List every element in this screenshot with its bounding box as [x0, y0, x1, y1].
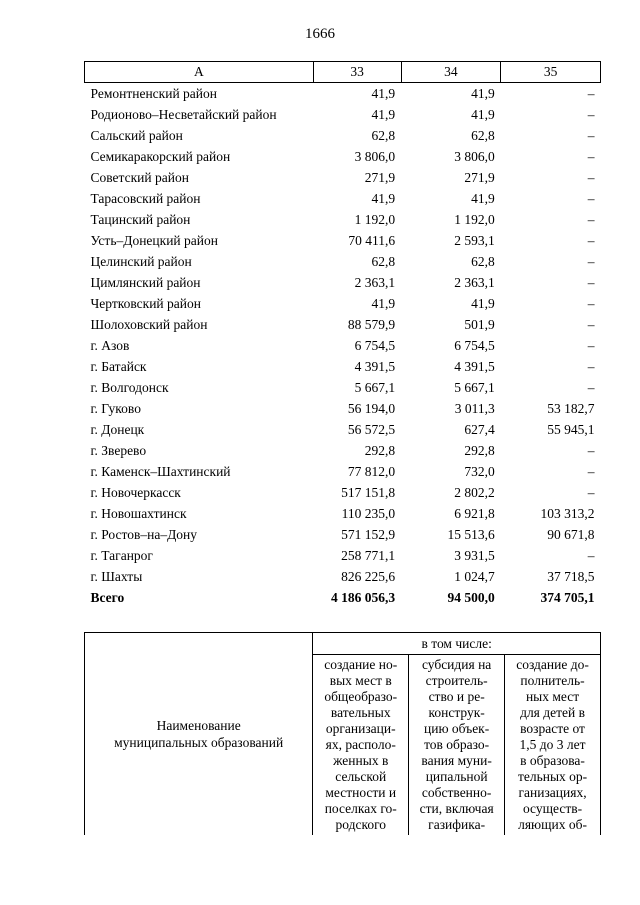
subcolumn-header-line: вых мест в [329, 673, 392, 688]
municipality-name: Шолоховский район [90, 317, 208, 332]
municipality-name: г. Ростов–на–Дону [90, 527, 198, 542]
value-col-33: 2 363,1 [354, 275, 396, 290]
value-col-35: – [587, 317, 595, 332]
table-row [85, 167, 601, 188]
value-col-35: 53 182,7 [547, 401, 595, 416]
value-col-34: 4 391,5 [454, 359, 495, 374]
name-header-line: муниципальных образований [114, 735, 284, 750]
table-row [85, 545, 601, 566]
value-col-33: 292,8 [364, 443, 396, 458]
value-col-35: – [587, 485, 595, 500]
subcolumn-header-line: вательных [330, 705, 391, 720]
subcolumn-header-line: тов образо- [424, 737, 490, 752]
subcolumn-header-line: сельской [335, 769, 387, 784]
value-col-34: 2 802,2 [454, 485, 495, 500]
header-col-33: 33 [313, 62, 401, 83]
subcolumn-header-line: сти, включая [419, 801, 494, 816]
municipality-name: г. Азов [90, 338, 130, 353]
table-row [85, 104, 601, 125]
municipality-name: Цимлянский район [90, 275, 201, 290]
municipality-name: Семикаракорский район [90, 149, 231, 164]
subcolumn-header-line: местности и [325, 785, 397, 800]
value-col-33: 41,9 [371, 296, 396, 311]
value-col-35: – [587, 359, 595, 374]
table-row [85, 335, 601, 356]
municipality-name: г. Новошахтинск [90, 506, 187, 521]
table-row [85, 125, 601, 146]
subcolumn-header-line: женных в [333, 753, 389, 768]
subcolumn-header-line: создание но- [324, 657, 398, 672]
subcolumn-header-2 [409, 655, 505, 836]
municipality-name: Ремонтненский район [90, 86, 217, 101]
value-col-33: 41,9 [371, 191, 396, 206]
municipality-name: г. Каменск–Шахтинский [90, 464, 231, 479]
municipality-name: г. Донецк [90, 422, 145, 437]
municipality-name: Чертковский район [90, 296, 201, 311]
municipality-name: Сальский район [90, 128, 183, 143]
subcolumn-header-line: цию объек- [424, 721, 490, 736]
table-row [85, 419, 601, 440]
value-col-35: 37 718,5 [547, 569, 595, 584]
value-col-34: 15 513,6 [447, 527, 495, 542]
value-col-34: 1 024,7 [454, 569, 495, 584]
value-col-35: – [587, 254, 595, 269]
municipality-name: г. Батайск [90, 359, 147, 374]
value-col-33: 571 152,9 [341, 527, 396, 542]
municipality-name: Целинский район [90, 254, 192, 269]
value-col-35: – [587, 338, 595, 353]
value-col-34: 501,9 [464, 317, 495, 332]
value-col-33: 4 391,5 [354, 359, 396, 374]
subcolumn-header-line: ганизациях, [518, 785, 587, 800]
value-col-33: 62,8 [371, 254, 396, 269]
value-col-34: 6 754,5 [454, 338, 495, 353]
value-col-34: 732,0 [464, 464, 495, 479]
table-header-row [85, 62, 601, 83]
table-row [85, 524, 601, 545]
subcolumn-header-1 [313, 655, 409, 836]
municipality-name: г. Зверево [90, 443, 147, 458]
value-col-35: – [587, 548, 595, 563]
table-row [85, 482, 601, 503]
total-col-34: 94 500,0 [447, 590, 495, 605]
value-col-35: – [587, 170, 595, 185]
subcolumn-header-line: общеобразо- [324, 689, 398, 704]
value-col-33: 62,8 [371, 128, 396, 143]
table-row [85, 146, 601, 167]
value-col-34: 271,9 [464, 170, 495, 185]
subcolumn-header-line: осуществ- [522, 801, 583, 816]
table-row [85, 251, 601, 272]
table-row [85, 293, 601, 314]
table-row [85, 230, 601, 251]
value-col-34: 3 806,0 [454, 149, 495, 164]
value-col-33: 5 667,1 [354, 380, 396, 395]
value-col-35: – [587, 233, 595, 248]
value-col-34: 292,8 [464, 443, 495, 458]
value-col-33: 110 235,0 [341, 506, 396, 521]
value-col-33: 1 192,0 [354, 212, 396, 227]
value-col-35: 103 313,2 [540, 506, 595, 521]
value-col-34: 41,9 [471, 296, 495, 311]
subcolumn-header-line: поселках го- [324, 801, 397, 816]
total-row [85, 587, 601, 608]
municipality-name: г. Новочеркасск [90, 485, 181, 500]
subcolumn-header-line: для детей в [520, 705, 585, 720]
value-col-34: 41,9 [471, 86, 495, 101]
page-number: 1666 [305, 26, 335, 42]
subcolumn-header-line: ство и ре- [428, 689, 485, 704]
subcolumn-header-line: тельных ор- [517, 769, 588, 784]
value-col-33: 56 572,5 [347, 422, 396, 437]
value-col-33: 6 754,5 [354, 338, 396, 353]
value-col-35: – [587, 128, 595, 143]
total-col-33: 4 186 056,3 [330, 590, 396, 605]
table-row [85, 503, 601, 524]
value-col-33: 77 812,0 [347, 464, 396, 479]
value-col-35: – [587, 149, 595, 164]
municipality-name: Родионово–Несветайский район [90, 107, 277, 122]
table-row [85, 314, 601, 335]
value-col-33: 517 151,8 [341, 485, 396, 500]
subcolumn-header-line: субсидия на [421, 657, 492, 672]
municipality-name: Тарасовский район [90, 191, 201, 206]
value-col-35: – [587, 464, 595, 479]
header-table [84, 632, 601, 835]
value-col-34: 62,8 [471, 254, 495, 269]
value-col-35: 90 671,8 [547, 527, 595, 542]
municipality-name: г. Шахты [90, 569, 143, 584]
subcolumn-header-line: строитель- [425, 673, 488, 688]
municipality-name: Тацинский район [90, 212, 191, 227]
value-col-35: – [587, 107, 595, 122]
total-label: Всего [90, 590, 125, 605]
value-col-34: 627,4 [464, 422, 495, 437]
name-header-line: Наименование [156, 718, 241, 733]
municipality-name: г. Гуково [90, 401, 141, 416]
table-row [85, 566, 601, 587]
subcolumn-header-line: организаци- [325, 721, 396, 736]
table-row [85, 83, 601, 105]
value-col-33: 88 579,9 [347, 317, 396, 332]
subcolumn-header-line: в образова- [520, 753, 585, 768]
municipality-name: г. Таганрог [90, 548, 153, 563]
value-col-34: 1 192,0 [454, 212, 495, 227]
subcolumn-header-line: ципальной [425, 769, 488, 784]
value-col-34: 5 667,1 [454, 380, 495, 395]
table-row [85, 398, 601, 419]
subcolumn-header-line: 1,5 до 3 лет [519, 737, 586, 752]
value-col-34: 3 011,3 [454, 401, 495, 416]
subcolumn-header-line: ях, располо- [325, 737, 396, 752]
total-col-35: 374 705,1 [540, 590, 595, 605]
subcolumn-header-line: ляющих об- [518, 817, 587, 832]
table-row [85, 188, 601, 209]
municipality-name-header [85, 633, 313, 836]
subcolumn-header-line: возрасте от [520, 721, 585, 736]
subcolumn-header-3 [505, 655, 601, 836]
value-col-35: – [587, 380, 595, 395]
value-col-33: 3 806,0 [354, 149, 396, 164]
subcolumn-header-line: полнитель- [520, 673, 585, 688]
subcolumn-header-line: ных мест [525, 689, 580, 704]
value-col-33: 41,9 [371, 107, 396, 122]
header-col-35: 35 [501, 62, 601, 83]
subcolumn-header-line: создание до- [516, 657, 589, 672]
table-row [85, 440, 601, 461]
value-col-33: 271,9 [364, 170, 396, 185]
value-col-34: 6 921,8 [454, 506, 495, 521]
table-row [85, 209, 601, 230]
value-col-35: – [587, 86, 595, 101]
budget-table [84, 61, 601, 608]
value-col-34: 62,8 [471, 128, 495, 143]
value-col-35: – [587, 191, 595, 206]
value-col-33: 41,9 [371, 86, 396, 101]
subcolumn-header-line: конструк- [428, 705, 485, 720]
municipality-name: Советский район [90, 170, 189, 185]
value-col-34: 41,9 [471, 107, 495, 122]
value-col-33: 70 411,6 [348, 233, 396, 248]
municipality-name: Усть–Донецкий район [90, 233, 218, 248]
value-col-33: 258 771,1 [341, 548, 396, 563]
municipality-name: г. Волгодонск [90, 380, 169, 395]
subcolumn-header-line: вания муни- [421, 753, 492, 768]
value-col-35: – [587, 443, 595, 458]
subcolumn-header-line: газифика- [428, 817, 486, 832]
table-row [85, 461, 601, 482]
value-col-34: 2 363,1 [454, 275, 495, 290]
subcolumn-header-line: родского [335, 817, 387, 832]
value-col-35: – [587, 212, 595, 227]
value-col-35: – [587, 275, 595, 290]
header-col-34: 34 [401, 62, 501, 83]
table-body [85, 83, 601, 609]
value-col-34: 2 593,1 [454, 233, 495, 248]
including-subheader: в том числе: [313, 633, 601, 655]
value-col-35: – [587, 296, 595, 311]
value-col-34: 3 931,5 [454, 548, 495, 563]
value-col-33: 826 225,6 [341, 569, 396, 584]
table-row [85, 356, 601, 377]
table-row [85, 377, 601, 398]
subcolumn-header-line: собственно- [421, 785, 492, 800]
value-col-35: 55 945,1 [547, 422, 595, 437]
table-row [85, 272, 601, 293]
value-col-33: 56 194,0 [347, 401, 396, 416]
value-col-34: 41,9 [471, 191, 495, 206]
header-col-a: А [85, 62, 314, 83]
